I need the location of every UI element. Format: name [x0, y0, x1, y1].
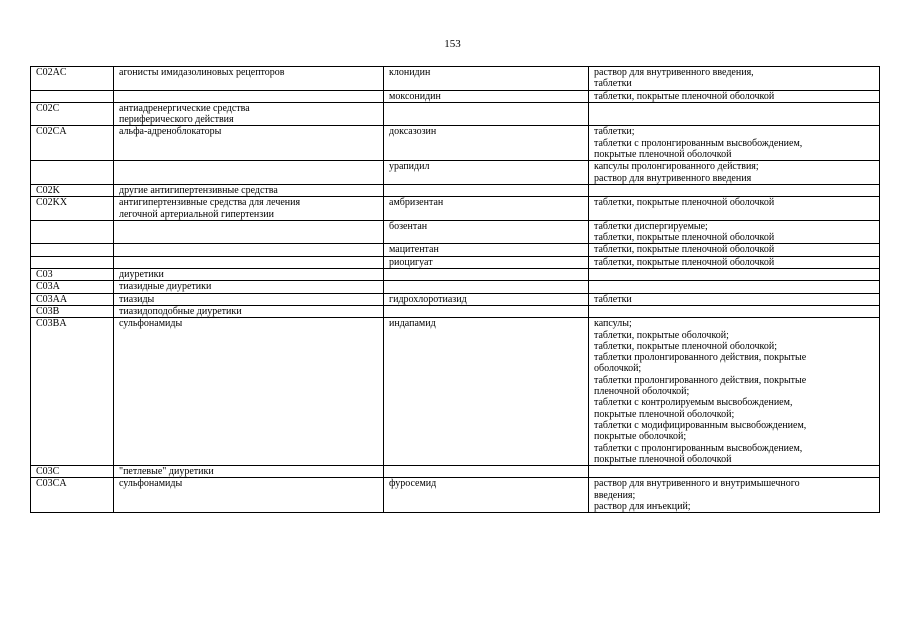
atc-code-cell: C03B [31, 305, 114, 317]
drug-name-cell [384, 184, 589, 196]
table-row [31, 293, 880, 305]
drug-name-cell: моксонидин [384, 90, 589, 102]
group-cell: антигипертензивные средства для лечения легочной артериальной гипертензии [114, 197, 384, 221]
group-cell [114, 90, 384, 102]
atc-code-cell: C02CA [31, 126, 114, 161]
drug-name-cell [384, 305, 589, 317]
dosage-form-cell [589, 184, 880, 196]
drug-name-cell: риоцигуат [384, 256, 589, 268]
group-cell: агонисты имидазолиновых рецепторов [114, 67, 384, 91]
atc-code-cell: C03A [31, 281, 114, 293]
dosage-form-cell: капсулы пролонгированного действия; раствор для внутривенного введения [589, 161, 880, 185]
dosage-form-cell: таблетки диспергируемые; таблетки, покрытые пленочной оболочкой [589, 220, 880, 244]
atc-code-cell [31, 220, 114, 244]
page-number: 153 [444, 38, 461, 50]
drug-name-cell: индапамид [384, 318, 589, 466]
drug-name-cell [384, 269, 589, 281]
group-cell: тиазидоподобные диуретики [114, 305, 384, 317]
drug-name-cell [384, 281, 589, 293]
table-row [31, 197, 880, 221]
dosage-form-cell: таблетки, покрытые пленочной оболочкой [589, 90, 880, 102]
table-row [31, 126, 880, 161]
drug-name-cell: мацитентан [384, 244, 589, 256]
atc-code-cell [31, 161, 114, 185]
atc-code-cell: C02C [31, 102, 114, 126]
group-cell: тиазиды [114, 293, 384, 305]
table-row [31, 256, 880, 268]
dosage-form-cell: капсулы; таблетки, покрытые оболочкой; таблетки, покрытые пленочной оболочкой; таблетки пролонгированного действия, покрытые оболочкой; таблетки пролонгированного действия, покрытые пленочной оболочкой; таблетки с контролируемым высвобождением, покрытые пленочной оболочкой; таблетки с модифицированным высвобождением, покрытые оболочкой; таблетки с пролонгированным высвобождением, покрытые пленочной оболочкой [589, 318, 880, 466]
group-cell [114, 244, 384, 256]
atc-code-cell: C03AA [31, 293, 114, 305]
group-cell [114, 161, 384, 185]
table-row [31, 466, 880, 478]
atc-code-cell: C02AC [31, 67, 114, 91]
drug-name-cell: клонидин [384, 67, 589, 91]
atc-code-cell [31, 256, 114, 268]
dosage-form-cell: таблетки [589, 293, 880, 305]
atc-code-cell: C02KX [31, 197, 114, 221]
atc-code-cell: C03BA [31, 318, 114, 466]
drug-name-cell: бозентан [384, 220, 589, 244]
dosage-form-cell [589, 269, 880, 281]
dosage-form-cell [589, 305, 880, 317]
dosage-form-cell: таблетки, покрытые пленочной оболочкой [589, 197, 880, 221]
drug-table [30, 66, 880, 513]
drug-name-cell: урапидил [384, 161, 589, 185]
dosage-form-cell [589, 281, 880, 293]
drug-name-cell [384, 102, 589, 126]
group-cell: сульфонамиды [114, 478, 384, 513]
atc-code-cell: C03CA [31, 478, 114, 513]
table-row [31, 161, 880, 185]
table-row [31, 269, 880, 281]
group-cell: "петлевые" диуретики [114, 466, 384, 478]
table-row [31, 90, 880, 102]
atc-code-cell [31, 244, 114, 256]
group-cell: другие антигипертензивные средства [114, 184, 384, 196]
table-row [31, 281, 880, 293]
group-cell: сульфонамиды [114, 318, 384, 466]
drug-name-cell: доксазозин [384, 126, 589, 161]
table-row [31, 244, 880, 256]
dosage-form-cell: таблетки, покрытые пленочной оболочкой [589, 256, 880, 268]
dosage-form-cell: раствор для внутривенного введения, таблетки [589, 67, 880, 91]
drug-name-cell: фуросемид [384, 478, 589, 513]
drug-name-cell: гидрохлоротиазид [384, 293, 589, 305]
table-row [31, 184, 880, 196]
dosage-form-cell [589, 466, 880, 478]
dosage-form-cell: таблетки, покрытые пленочной оболочкой [589, 244, 880, 256]
table-row [31, 318, 880, 466]
table-row [31, 305, 880, 317]
dosage-form-cell: раствор для внутривенного и внутримышечного введения; раствор для инъекций; [589, 478, 880, 513]
table-row [31, 102, 880, 126]
table-row [31, 67, 880, 91]
group-cell [114, 220, 384, 244]
drug-name-cell [384, 466, 589, 478]
dosage-form-cell: таблетки; таблетки с пролонгированным высвобождением, покрытые пленочной оболочкой [589, 126, 880, 161]
group-cell: диуретики [114, 269, 384, 281]
atc-code-cell: C02K [31, 184, 114, 196]
atc-code-cell: C03C [31, 466, 114, 478]
table-row [31, 220, 880, 244]
table-row [31, 478, 880, 513]
group-cell: антиадренергические средства периферического действия [114, 102, 384, 126]
group-cell [114, 256, 384, 268]
atc-code-cell [31, 90, 114, 102]
group-cell: альфа-адреноблокаторы [114, 126, 384, 161]
atc-code-cell: C03 [31, 269, 114, 281]
group-cell: тиазидные диуретики [114, 281, 384, 293]
drug-name-cell: амбризентан [384, 197, 589, 221]
dosage-form-cell [589, 102, 880, 126]
